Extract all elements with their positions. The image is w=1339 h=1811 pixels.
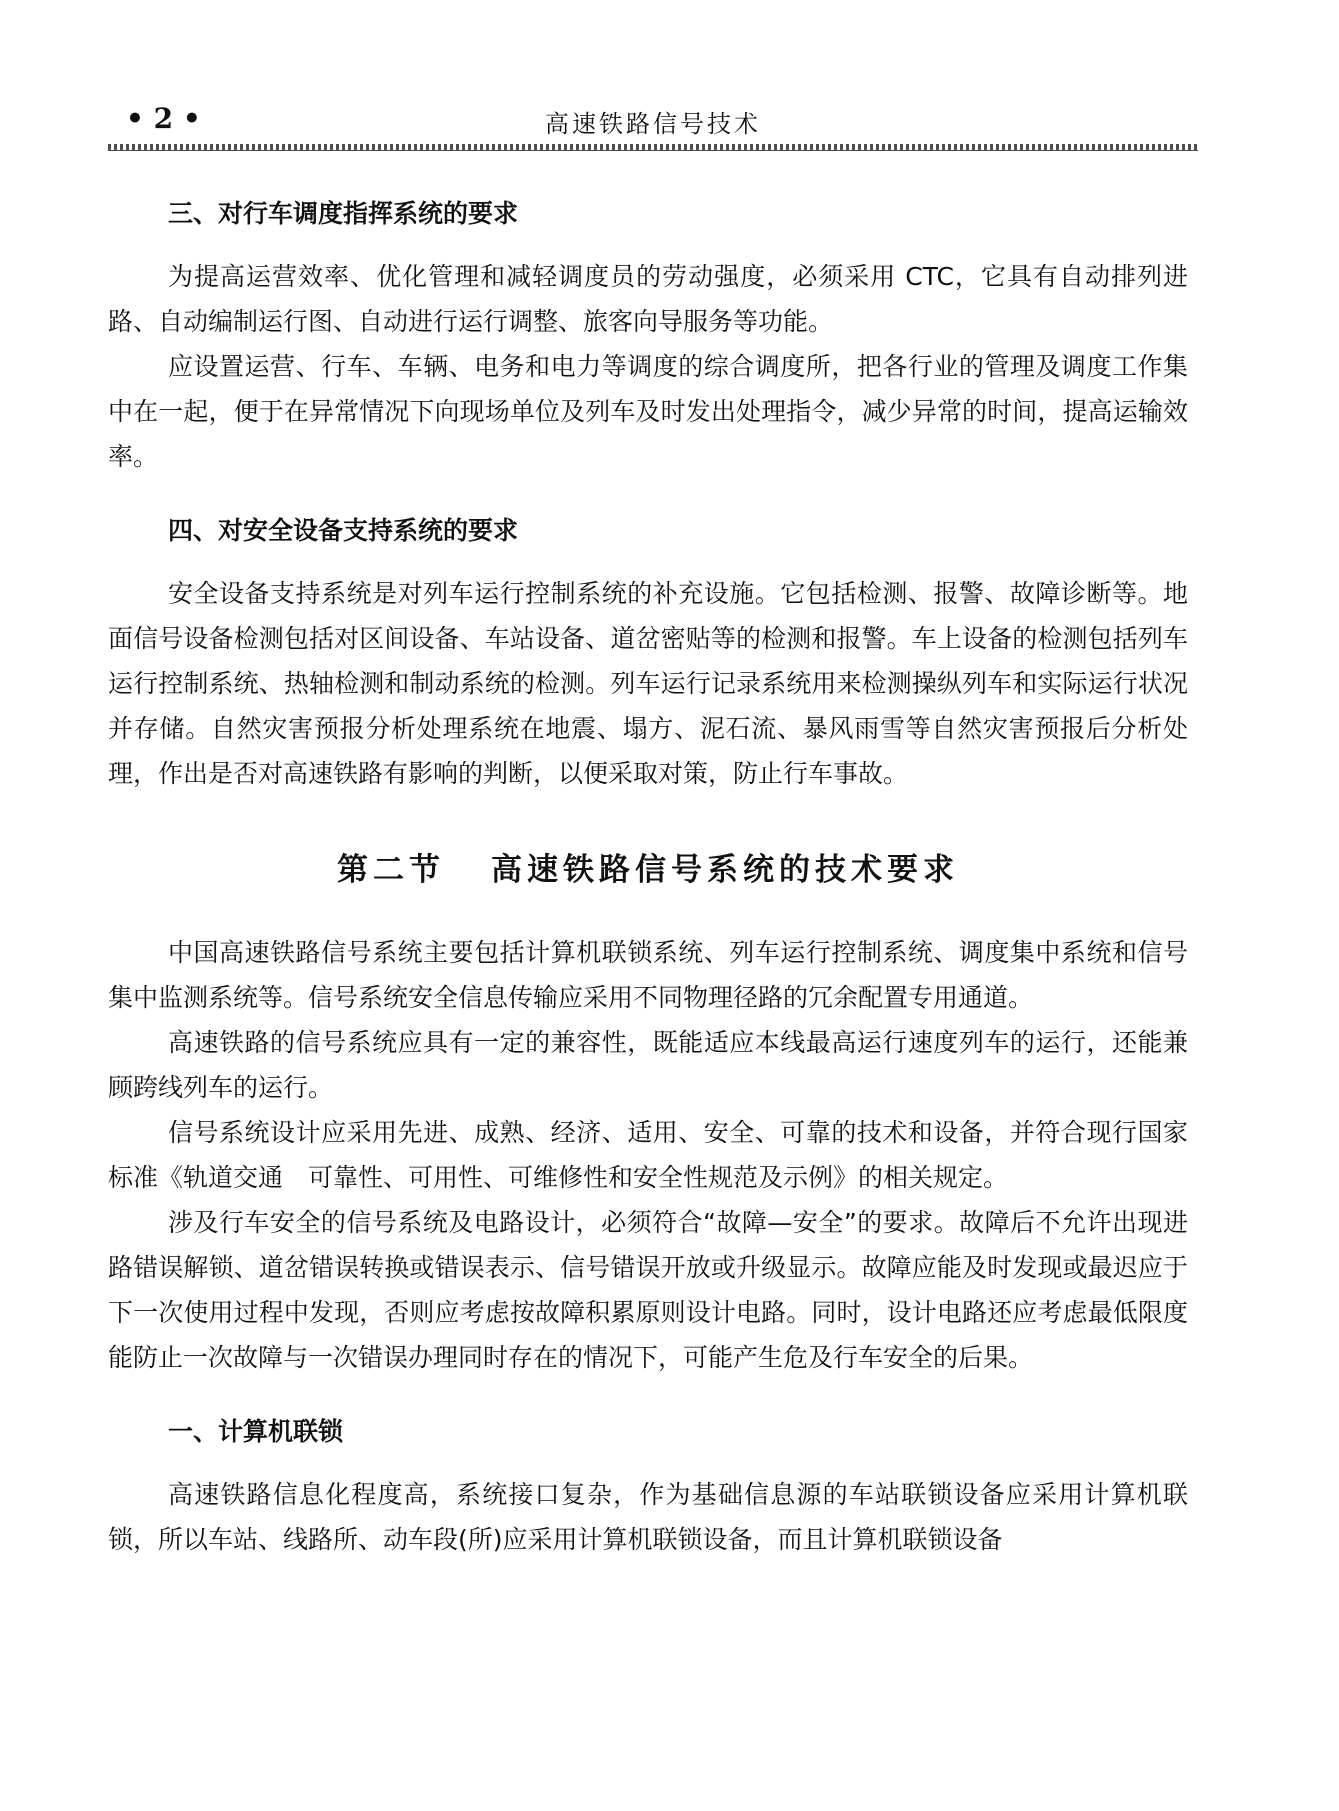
paragraph: 应设置运营、行车、车辆、电务和电力等调度的综合调度所，把各行业的管理及调度工作集中在一起，便于在异常情况下向现场单位及列车及时发出处理指令，减少异常的时间，提高运输效率。 xyxy=(108,352,1188,471)
subheading-safety-support-requirements: 四、对安全设备支持系统的要求 xyxy=(168,516,519,545)
subheading-computer-interlocking: 一、计算机联锁 xyxy=(168,1417,344,1446)
page-body xyxy=(108,192,1188,1562)
book-title: 高速铁路信号技术 xyxy=(545,110,761,138)
section-number: 第二节 xyxy=(337,852,445,888)
subheading-dispatch-requirements: 三、对行车调度指挥系统的要求 xyxy=(168,199,519,228)
paragraph: 信号系统设计应采用先进、成熟、经济、适用、安全、可靠的技术和设备，并符合现行国家标准《轨道交通 可靠性、可用性、可维修性和安全性规范及示例》的相关规定。 xyxy=(108,1118,1188,1192)
page-number: • 2 • xyxy=(126,102,201,135)
running-header xyxy=(108,98,1198,142)
paragraph: 高速铁路的信号系统应具有一定的兼容性，既能适应本线最高运行速度列车的运行，还能兼顾跨线列车的运行。 xyxy=(108,1028,1188,1102)
section-title: 高速铁路信号系统的技术要求 xyxy=(491,852,959,888)
paragraph: 高速铁路信息化程度高，系统接口复杂，作为基础信息源的车站联锁设备应采用计算机联锁，所以车站、线路所、动车段(所)应采用计算机联锁设备，而且计算机联锁设备 xyxy=(108,1480,1188,1554)
paragraph: 安全设备支持系统是对列车运行控制系统的补充设施。它包括检测、报警、故障诊断等。地面信号设备检测包括对区间设备、车站设备、道岔密贴等的检测和报警。车上设备的检测包括列车运行控制系统、热轴检测和制动系统的检测。列车运行记录系统用来检测操纵列车和实际运行状况并存储。自然灾害预报分析处理系统在地震、塌方、泥石流、暴风雨雪等自然灾害预报后分析处理，作出是否对高速铁路有影响的判断，以便采取对策，防止行车事故。 xyxy=(108,579,1188,788)
paragraph: 中国高速铁路信号系统主要包括计算机联锁系统、列车运行控制系统、调度集中系统和信号集中监测系统等。信号系统安全信息传输应采用不同物理径路的冗余配置专用通道。 xyxy=(108,938,1188,1012)
header-rule xyxy=(108,144,1198,151)
section-heading xyxy=(108,840,1188,900)
paragraph: 为提高运营效率、优化管理和减轻调度员的劳动强度，必须采用 CTC，它具有自动排列进路、自动编制运行图、自动进行运行调整、旅客向导服务等功能。 xyxy=(108,262,1188,336)
paragraph: 涉及行车安全的信号系统及电路设计，必须符合“故障—安全”的要求。故障后不允许出现进路错误解锁、道岔错误转换或错误表示、信号错误开放或升级显示。故障应能及时发现或最迟应于下一次使用过程中发现，否则应考虑按故障积累原则设计电路。同时，设计电路还应考虑最低限度能防止一次故障与一次错误办理同时存在的情况下，可能产生危及行车安全的后果。 xyxy=(108,1208,1188,1372)
